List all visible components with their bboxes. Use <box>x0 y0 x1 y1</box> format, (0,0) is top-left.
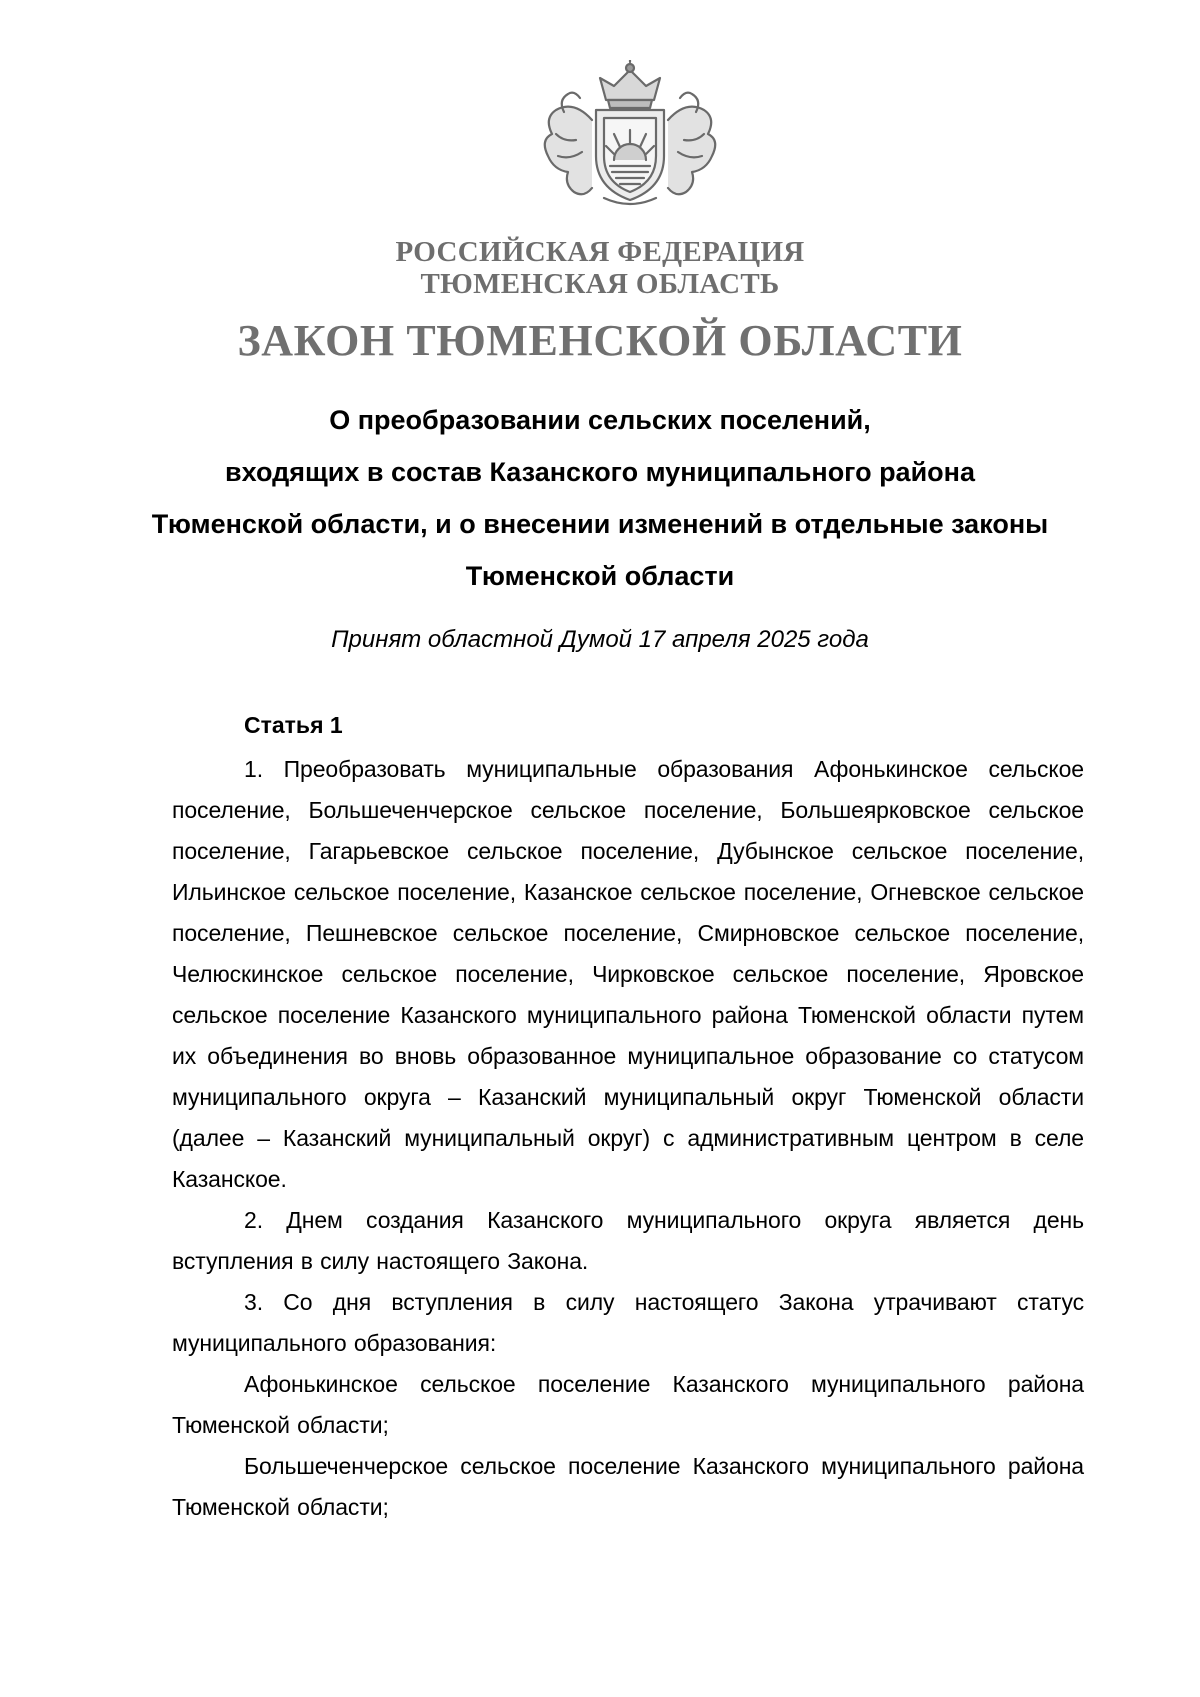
paragraph: 2. Днем создания Казанского муниципального округа является день вступления в силу настоящего Закона. <box>172 1207 1084 1274</box>
title-line: Тюменской области, и о внесении изменений в отдельные законы <box>151 509 1049 539</box>
paragraph: 1. Преобразовать муниципальные образования Афонькинское сельское поселение, Большеченчерское сельское поселение, Большеярковское сельское поселение, Гагарьевское сельское поселение, Дубынское сельское поселение, Ильинское сельское поселение, Казанское сельское поселение, Огневское сельское поселение, Пешневское сельское поселение, Смирновское сельское поселение, Челюскинское сельское поселение, Чирковское сельское поселение, Яровское сельское поселение Казанского муниципального района Тюменской области путем их объединения во вновь образованное муниципальное образование со статусом муниципального округа – Казанский муниципальный округ Тюменской области (далее – Казанский муниципальный округ) с административным центром в селе Казанское. <box>172 756 1084 1192</box>
article-body <box>172 749 1084 1528</box>
law-title <box>80 394 1120 602</box>
paragraph: 3. Со дня вступления в силу настоящего Закона утрачивают статус муниципального образования: <box>172 1289 1084 1356</box>
header-country: РОССИЙСКАЯ ФЕДЕРАЦИЯ <box>395 236 805 268</box>
paragraph: Большеченчерское сельское поселение Казанского муниципального района Тюменской области; <box>172 1453 1084 1520</box>
adoption-date: Принят областной Думой 17 апреля 2025 года <box>331 626 869 653</box>
paragraph: Афонькинское сельское поселение Казанского муниципального района Тюменской области; <box>172 1371 1084 1438</box>
coat-of-arms-icon <box>534 60 726 210</box>
article-heading: Статья 1 <box>244 712 343 738</box>
law-heading: ЗАКОН ТЮМЕНСКОЙ ОБЛАСТИ <box>237 316 963 365</box>
title-line: входящих в состав Казанского муниципального района <box>225 457 975 487</box>
title-line: Тюменской области <box>465 561 735 591</box>
header-region: ТЮМЕНСКАЯ ОБЛАСТЬ <box>420 268 780 300</box>
title-line: О преобразовании сельских поселений, <box>329 405 871 435</box>
